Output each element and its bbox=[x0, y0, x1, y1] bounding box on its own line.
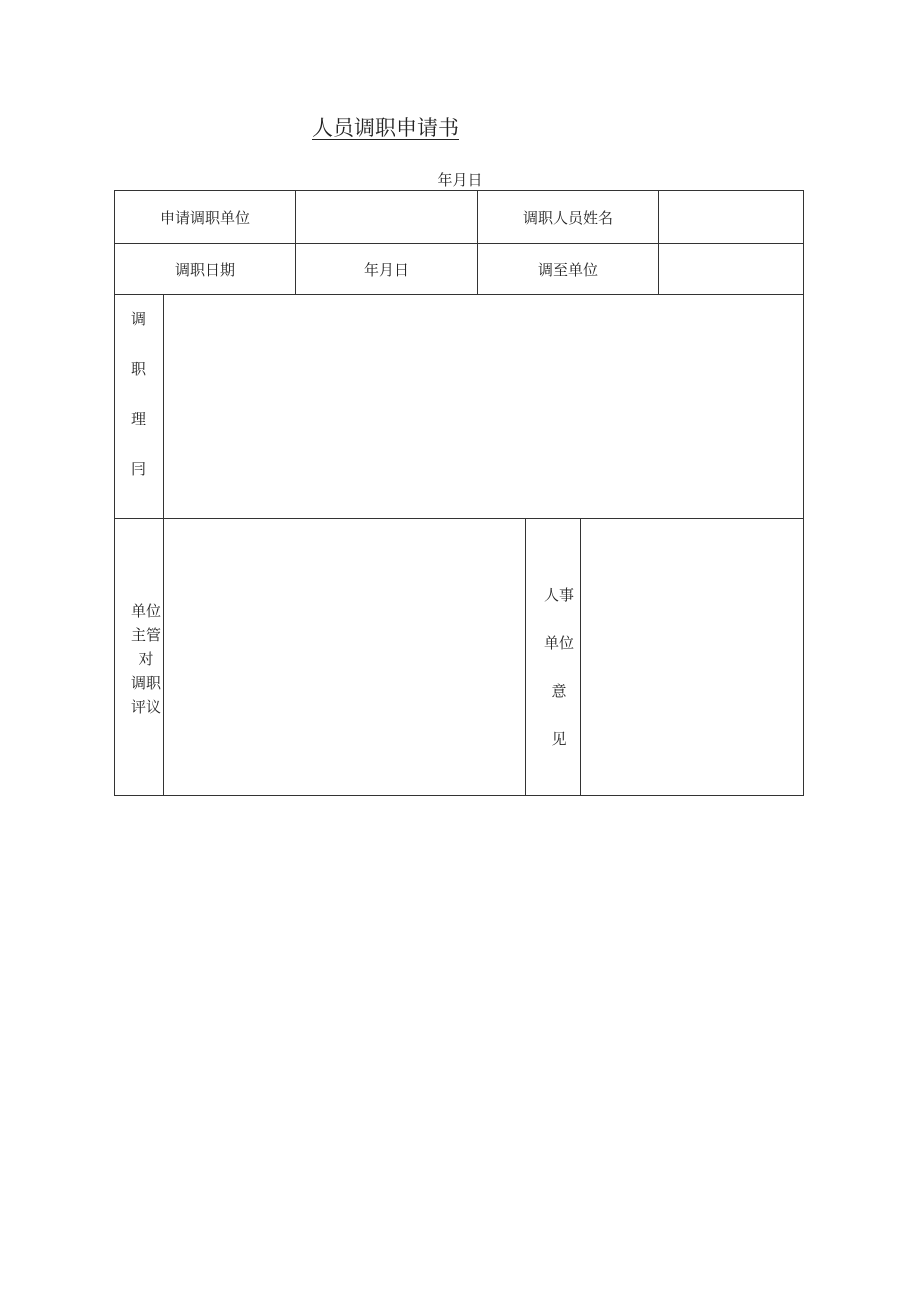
hr-label-line: 见 bbox=[551, 730, 567, 748]
transfer-reason-field[interactable] bbox=[163, 294, 804, 518]
header-date: 年月日 bbox=[437, 171, 483, 189]
reason-label-chars bbox=[131, 307, 146, 507]
supervisor-label-line: 单位 bbox=[131, 602, 162, 620]
supervisor-review-field[interactable] bbox=[163, 518, 525, 796]
transfer-form-table bbox=[114, 190, 804, 796]
applying-unit-field[interactable] bbox=[295, 190, 477, 243]
label-supervisor-review bbox=[114, 518, 163, 796]
hr-label-line: 意 bbox=[551, 682, 567, 700]
employee-name-field[interactable] bbox=[658, 190, 804, 243]
supervisor-label-line: 对 bbox=[138, 650, 154, 668]
label-hr-opinion bbox=[525, 518, 580, 796]
hr-opinion-field[interactable] bbox=[580, 518, 804, 796]
supervisor-label-line: 评议 bbox=[131, 698, 162, 716]
supervisor-label-lines bbox=[131, 599, 161, 719]
hr-label-lines bbox=[544, 583, 574, 775]
supervisor-label-line: 主管 bbox=[131, 626, 162, 644]
reason-char: 调 bbox=[131, 310, 147, 328]
page-title: 人员调职申请书 bbox=[312, 116, 459, 140]
hr-label-line: 单位 bbox=[544, 634, 575, 652]
supervisor-label-line: 调职 bbox=[131, 674, 162, 692]
hr-label-line: 人事 bbox=[544, 586, 575, 604]
target-unit-field[interactable] bbox=[658, 243, 804, 294]
reason-char: 理 bbox=[131, 410, 147, 428]
label-target-unit: 调至单位 bbox=[477, 243, 658, 294]
reason-char: 职 bbox=[131, 360, 147, 378]
transfer-date-field[interactable]: 年月日 bbox=[295, 243, 477, 294]
label-employee-name: 调职人员姓名 bbox=[477, 190, 658, 243]
label-transfer-reason bbox=[114, 294, 163, 518]
reason-char: 冃 bbox=[131, 460, 147, 478]
label-applying-unit: 申请调职单位 bbox=[114, 190, 295, 243]
label-transfer-date: 调职日期 bbox=[114, 243, 295, 294]
